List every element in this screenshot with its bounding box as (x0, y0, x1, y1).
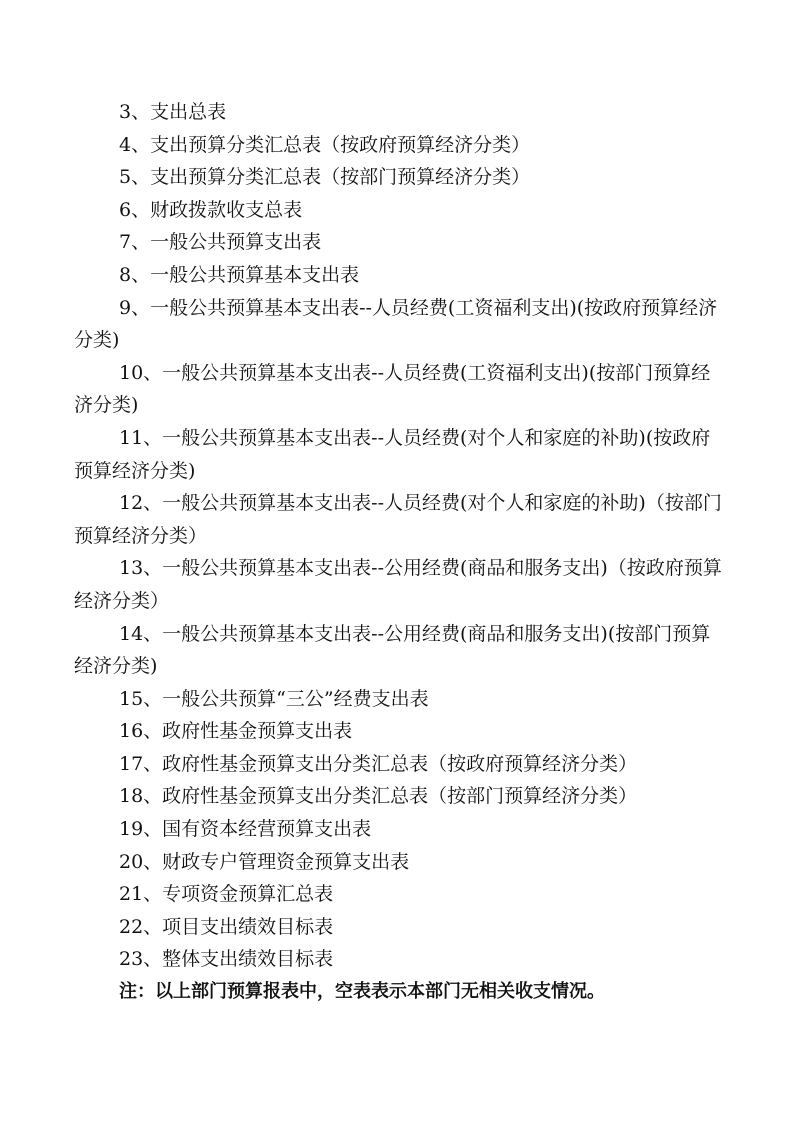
list-item: 7、一般公共预算支出表 (119, 231, 322, 254)
report-list (74, 96, 722, 1009)
list-item: 22、项目支出绩效目标表 (119, 915, 334, 938)
list-item: 12、一般公共预算基本支出表--人员经费(对个人和家庭的补助)（按部门预算经济分类） (74, 492, 722, 547)
list-item: 19、国有资本经营预算支出表 (119, 818, 372, 841)
list-item: 13、一般公共预算基本支出表--公用经费(商品和服务支出)（按政府预算经济分类） (74, 557, 722, 612)
list-item: 10、一般公共预算基本支出表--人员经费(工资福利支出)(按部门预算经济分类) (74, 361, 711, 417)
list-item: 16、政府性基金预算支出表 (119, 720, 353, 743)
list-item: 18、政府性基金预算支出分类汇总表（按部门预算经济分类） (119, 785, 638, 808)
list-item: 9、一般公共预算基本支出表--人员经费(工资福利支出)(按政府预算经济分类) (74, 296, 718, 352)
footnote: 注：以上部门预算报表中，空表表示本部门无相关收支情况。 (119, 981, 605, 1003)
list-item: 21、专项资金预算汇总表 (119, 883, 334, 906)
list-item: 11、一般公共预算基本支出表--人员经费(对个人和家庭的补助)(按政府预算经济分类) (74, 426, 711, 482)
list-item: 15、一般公共预算“三公”经费支出表 (119, 687, 429, 710)
list-item: 4、支出预算分类汇总表（按政府预算经济分类） (119, 133, 531, 156)
list-item: 8、一般公共预算基本支出表 (119, 263, 360, 286)
list-item: 17、政府性基金预算支出分类汇总表（按政府预算经济分类） (119, 752, 638, 775)
list-item: 14、一般公共预算基本支出表--公用经费(商品和服务支出)(按部门预算经济分类) (74, 622, 711, 678)
list-item: 5、支出预算分类汇总表（按部门预算经济分类） (119, 166, 531, 189)
list-item: 3、支出总表 (119, 101, 227, 123)
list-item: 20、财政专户管理资金预算支出表 (119, 850, 410, 873)
list-item: 23、整体支出绩效目标表 (119, 948, 334, 971)
list-item: 6、财政拨款收支总表 (119, 198, 303, 221)
